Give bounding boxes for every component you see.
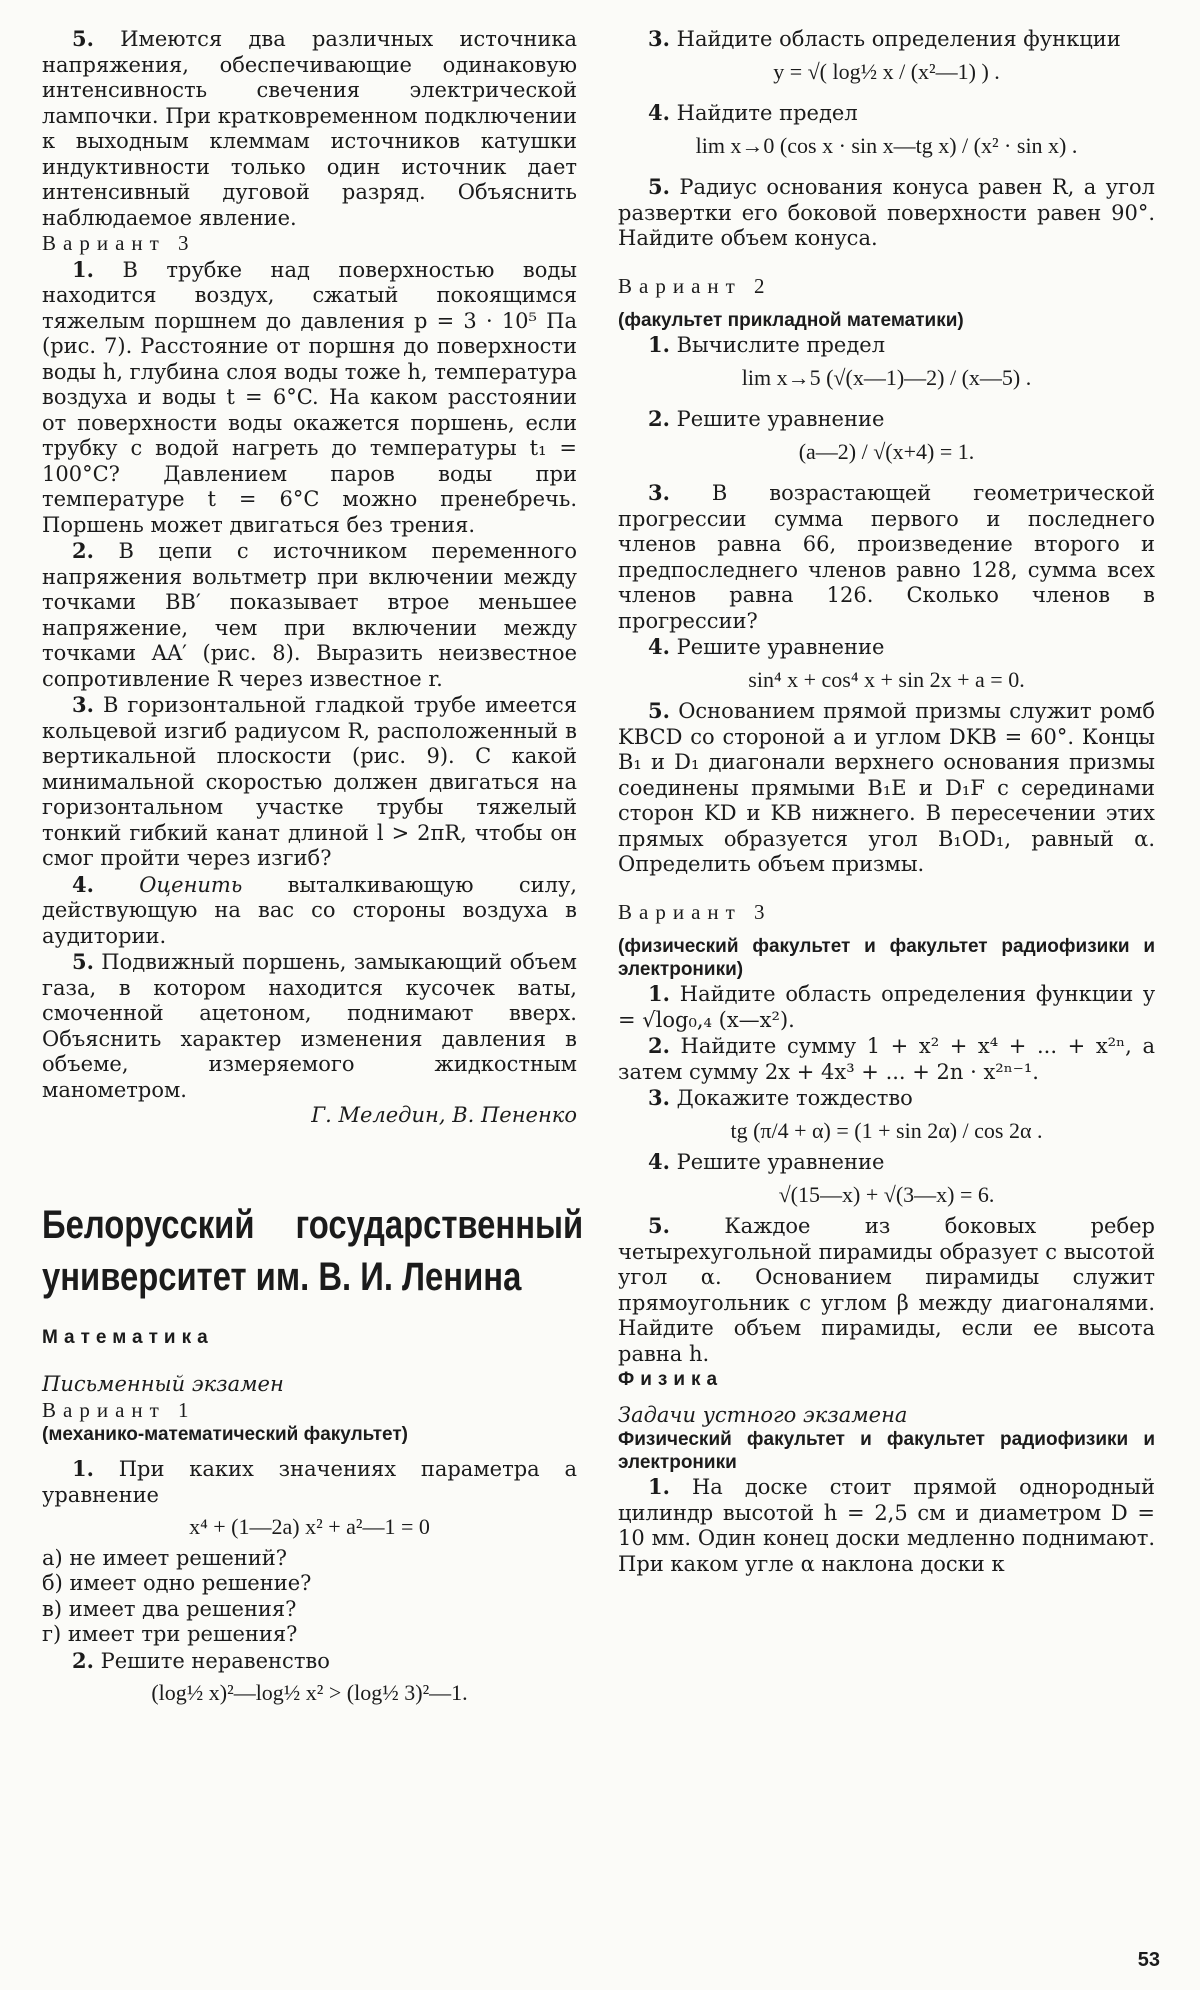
- item-number: 4.: [72, 871, 94, 897]
- faculty-label: (факультет прикладной математики): [618, 310, 964, 331]
- item-text: Радиус основания конуса равен R, а угол развертки его боковой поверхности равен 90°. Найдите объем конуса.: [618, 175, 1155, 250]
- formula: lim x→0 (cos x · sin x—tg x) / (x² · sin x) .: [695, 132, 1078, 158]
- faculty-label: Физический факультет и факультет радиофизики и электроники: [618, 1429, 1155, 1473]
- subject-heading: Физика: [618, 1369, 724, 1390]
- item-number: 3.: [72, 692, 94, 717]
- option: в) имеет два решения?: [42, 1596, 297, 1621]
- faculty-label: (физический факультет и факультет радиофизики и электроники): [618, 936, 1155, 980]
- paragraph: [42, 1456, 577, 1508]
- formula: (a—2) / √(x+4) = 1.: [798, 438, 975, 464]
- item-number: 5.: [72, 26, 94, 51]
- paragraph: [618, 26, 1155, 53]
- paragraph: [618, 100, 1155, 127]
- item-text: Докажите тождество: [676, 1086, 913, 1110]
- item-text: Имеются два различных источника напряжения, обеспечивающие одинаковую интенсивность свечения электрической лампочки. При кратковременном подключении к выходным клеммам источников катушки индуктивности только один источник дает интенсивный дуговой разряд. Объяснить наблюдаемое явление.: [42, 27, 577, 230]
- item-number: 5.: [648, 174, 670, 199]
- item-text: На доске стоит прямой однородный цилиндр высотой h = 2,5 см и диаметром D = 10 мм. Один конец доски медленно поднимают. При каком угле α наклона доски к: [618, 1475, 1155, 1576]
- section-heading: Вариант 3: [618, 899, 772, 924]
- item-text: Каждое из боковых ребер четырехугольной пирамиды образует с высотой угол α. Основанием пирамиды служит прямоугольник с углом β между диагоналями. Найдите объем пирамиды, если ее высота равна h.: [618, 1214, 1155, 1366]
- item-number: 2.: [648, 1033, 670, 1058]
- item-text: В возрастающей геометрической прогрессии сумма первого и последнего членов равна 66, произведение второго и предпоследнего членов равно 128, сумма всех членов равна 126. Сколько членов в прогрессии?: [618, 481, 1155, 633]
- item-number: 5.: [648, 1213, 670, 1238]
- item-text: При каких значениях параметра a уравнение: [42, 1457, 577, 1507]
- paragraph: [618, 1149, 1155, 1176]
- subject-heading: Математика: [42, 1326, 214, 1348]
- emphasis: Оценить: [139, 872, 243, 897]
- paragraph: [618, 981, 1155, 1033]
- paragraph: [42, 538, 577, 692]
- formula: y = √( log½ x / (x²—1) ) .: [773, 58, 1000, 84]
- item-number: 1.: [72, 1456, 94, 1481]
- item-number: 3.: [648, 1085, 670, 1110]
- item-text: Вычислите предел: [676, 333, 886, 357]
- options-list: [42, 1546, 577, 1648]
- item-number: 2.: [72, 1647, 94, 1673]
- item-number: 5.: [648, 698, 670, 723]
- formula: (log½ x)²—log½ x² > (log½ 3)²—1.: [151, 1680, 468, 1705]
- paragraph: [42, 872, 577, 950]
- formula: sin⁴ x + cos⁴ x + sin 2x + a = 0.: [748, 666, 1025, 692]
- item-text: Решите уравнение: [676, 635, 885, 659]
- formula: lim x→5 (√(x—1)—2) / (x—5) .: [741, 364, 1032, 390]
- formula: √(15—x) + √(3—x) = 6.: [778, 1181, 995, 1207]
- paragraph: [618, 634, 1155, 661]
- item-text: В трубке над поверхностью воды находится воздух, сжатый покоящимся тяжелым поршнем до давления p = 3 · 10⁵ Па (рис. 7). Расстояние от поршня до поверхности воды h, глубина слоя воды тоже h, температура воздуха и воды t = 6°C. На каком расстоянии от поверхности воды окажется поршень, если трубку с водой нагреть до температуры t₁ = 100°C? Давлением паров воды при температуре t = 6°C можно пренебречь. Поршень может двигаться без трения.: [42, 257, 577, 537]
- paragraph: [618, 480, 1155, 634]
- university-title: Белорусский государственный университет им. В. И. Ленина: [42, 1202, 584, 1299]
- paragraph: [618, 406, 1155, 433]
- faculty-label: (механико-математический факультет): [42, 1424, 408, 1445]
- paragraph: [42, 1648, 577, 1675]
- item-text: В горизонтальной гладкой трубе имеется кольцевой изгиб радиусом R, расположенный в вертикальной плоскости (рис. 9). С какой минимальной скоростью должен двигаться на горизонтальном участке трубы тяжелый тонкий гибкий канат длиной l > 2πR, чтобы он смог пройти через изгиб?: [42, 693, 577, 870]
- item-text: Найдите область определения функции y = √log₀,₄ (x—x²).: [618, 982, 1155, 1032]
- exam-type: Задачи устного экзамена: [618, 1402, 908, 1427]
- page-number: 53: [1137, 1949, 1160, 1971]
- section-heading: Вариант 1: [42, 1397, 196, 1422]
- item-text: выталкивающую силу, действующую на вас со стороны воздуха в аудитории.: [42, 872, 577, 948]
- paragraph: [618, 698, 1155, 878]
- item-number: 1.: [648, 332, 670, 357]
- item-text: Решите уравнение: [676, 407, 885, 431]
- item-text: Основанием прямой призмы служит ромб KBCD со стороной a и углом DKB = 60°. Концы B₁ и D₁ диагонали верхнего основания призмы соединены прямыми B₁E и D₁F с серединами сторон KD и KB нижнего. В пересечении этих прямых образуется угол B₁OD₁, равный α. Определить объем призмы.: [618, 699, 1155, 876]
- formula: x⁴ + (1—2a) x² + a²—1 = 0: [189, 1514, 430, 1539]
- section-heading: Вариант 3: [42, 231, 196, 255]
- item-number: 4.: [648, 1149, 670, 1174]
- item-number: 5.: [72, 949, 94, 974]
- paragraph: [618, 1474, 1155, 1577]
- item-number: 3.: [648, 480, 670, 505]
- option: а) не имеет решений?: [42, 1545, 288, 1570]
- option: г) имеет три решения?: [42, 1622, 298, 1646]
- option: б) имеет одно решение?: [42, 1571, 312, 1595]
- paragraph: [618, 1033, 1155, 1085]
- authors: Г. Меледин, В. Пененко: [311, 1103, 577, 1127]
- item-number: 2.: [72, 538, 94, 563]
- item-text: Найдите область определения функции: [676, 27, 1121, 51]
- left-column: [42, 26, 584, 1712]
- section-heading: Вариант 2: [618, 273, 772, 298]
- paragraph: [42, 692, 577, 872]
- item-text: Найдите сумму 1 + x² + x⁴ + ... + x²ⁿ, а затем сумму 2x + 4x³ + ... + 2n · x²ⁿ⁻¹.: [618, 1034, 1155, 1084]
- right-column: [618, 26, 1155, 1577]
- item-text: Подвижный поршень, замыкающий объем газа, в котором находится кусочек ваты, смоченной ацетоном, поднимают вверх. Объяснить характер изменения давления в объеме, измеряемого жидкостным манометром.: [42, 950, 577, 1102]
- item-number: 2.: [648, 406, 670, 431]
- item-text: Решите уравнение: [676, 1150, 885, 1174]
- item-number: 1.: [648, 981, 670, 1006]
- item-number: 4.: [648, 634, 670, 659]
- paragraph: [618, 174, 1155, 252]
- exam-type: Письменный экзамен: [42, 1372, 284, 1396]
- item-text: Решите неравенство: [100, 1648, 330, 1673]
- item-number: 1.: [72, 256, 94, 282]
- formula: tg (π/4 + α) = (1 + sin 2α) / cos 2α .: [730, 1117, 1043, 1143]
- paragraph: [618, 1085, 1155, 1112]
- paragraph: [42, 257, 577, 539]
- item-text: Найдите предел: [676, 101, 858, 125]
- paragraph: [618, 1213, 1155, 1367]
- paragraph: [42, 26, 577, 231]
- item-text: В цепи с источником переменного напряжения вольтметр при включении между точками BB′ показывает втрое меньшее напряжение, чем при включении между точками AA′ (рис. 8). Выразить неизвестное сопротивление R через известное r.: [42, 539, 577, 691]
- item-number: 1.: [648, 1474, 670, 1499]
- paragraph: [42, 949, 577, 1103]
- paragraph: [618, 332, 1155, 359]
- item-number: 4.: [648, 100, 670, 125]
- item-number: 3.: [648, 26, 670, 51]
